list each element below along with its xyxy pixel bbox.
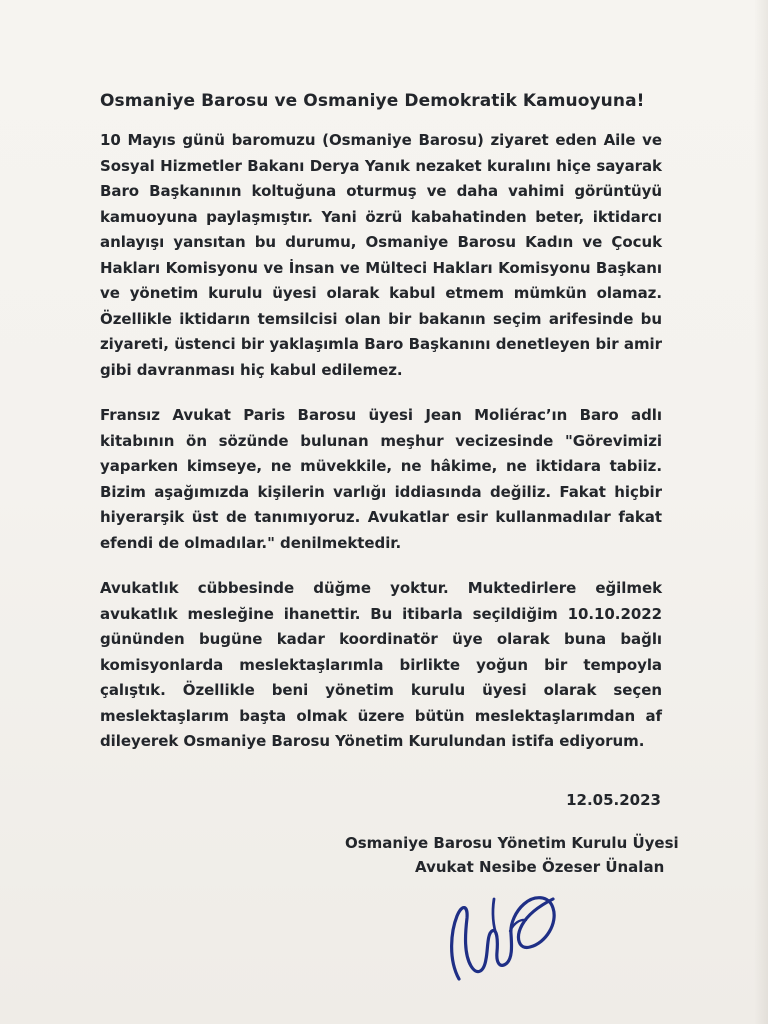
paragraph-2: Fransız Avukat Paris Barosu üyesi Jean Moliérac’ın Baro adlı kitabının ön sözünde bulunan meşhur vecizesinde "Görevimizi yaparken kimseye, ne müvekkile, ne hâkime, ne iktidara tabiiz. Bizim aşağımızda kişilerin varlığı iddiasında değiliz. Fakat hiçbir hiyerarşik üst de tanımıyoruz. Avukatlar esir kullanmadılar fakat efendi de olmadılar." denilmektedir. [100,406,662,552]
signatory-name: Avukat Nesibe Özeser Ünalan [415,858,665,876]
letter-title: Osmaniye Barosu ve Osmaniye Demokratik Kamuoyuna! [100,91,645,111]
signature-stroke-main [452,898,555,979]
signatory-title: Osmaniye Barosu Yönetim Kurulu Üyesi [345,834,679,852]
paragraph-spacer [100,383,662,403]
paragraph-spacer [100,556,662,576]
page-shadow-edge [754,0,768,1024]
paragraph-3: Avukatlık cübbesinde düğme yoktur. Muktedirlere eğilmek avukatlık mesleğine ihanettir. Bu itibarla seçildiğim 10.10.2022 gününden bugüne kadar koordinatör üye olarak buna bağlı komisyonlarda meslektaşlarımla birlikte yoğun bir tempoyla çalıştık. Özellikle beni yönetim kurulu üyesi olarak seçen meslektaşlarım başta olmak üzere bütün meslektaşlarımdan af dileyerek Osmaniye Barosu Yönetim Kurulundan istifa ediyorum. [100,579,662,750]
letter-body [100,88,662,755]
letter-date: 12.05.2023 [566,791,661,809]
signature-stroke-loop [510,920,526,931]
handwritten-signature [440,868,570,998]
paragraph-1: 10 Mayıs günü baromuzu (Osmaniye Barosu) ziyaret eden Aile ve Sosyal Hizmetler Bakanı Derya Yanık nezaket kuralını hiçe sayarak Baro Başkanının koltuğuna oturmuş ve daha vahimi görüntüyü kamuoyuna paylaşmıştır. Yani özrü kabahatinden beter, iktidarcı anlayışı yansıtan bu durumu, Osmaniye Barosu Kadın ve Çocuk Hakları Komisyonu ve İnsan ve Mülteci Hakları Komisyonu Başkanı ve yönetim kurulu üyesi olarak kabul etmem mümkün olamaz. Özellikle iktidarın temsilcisi olan bir bakanın seçim arifesinde bu ziyareti, üstenci bir yaklaşımla Baro Başkanını denetleyen bir amir gibi davranması hiç kabul edilemez. [100,131,662,379]
signature-stroke-accent [493,899,497,937]
